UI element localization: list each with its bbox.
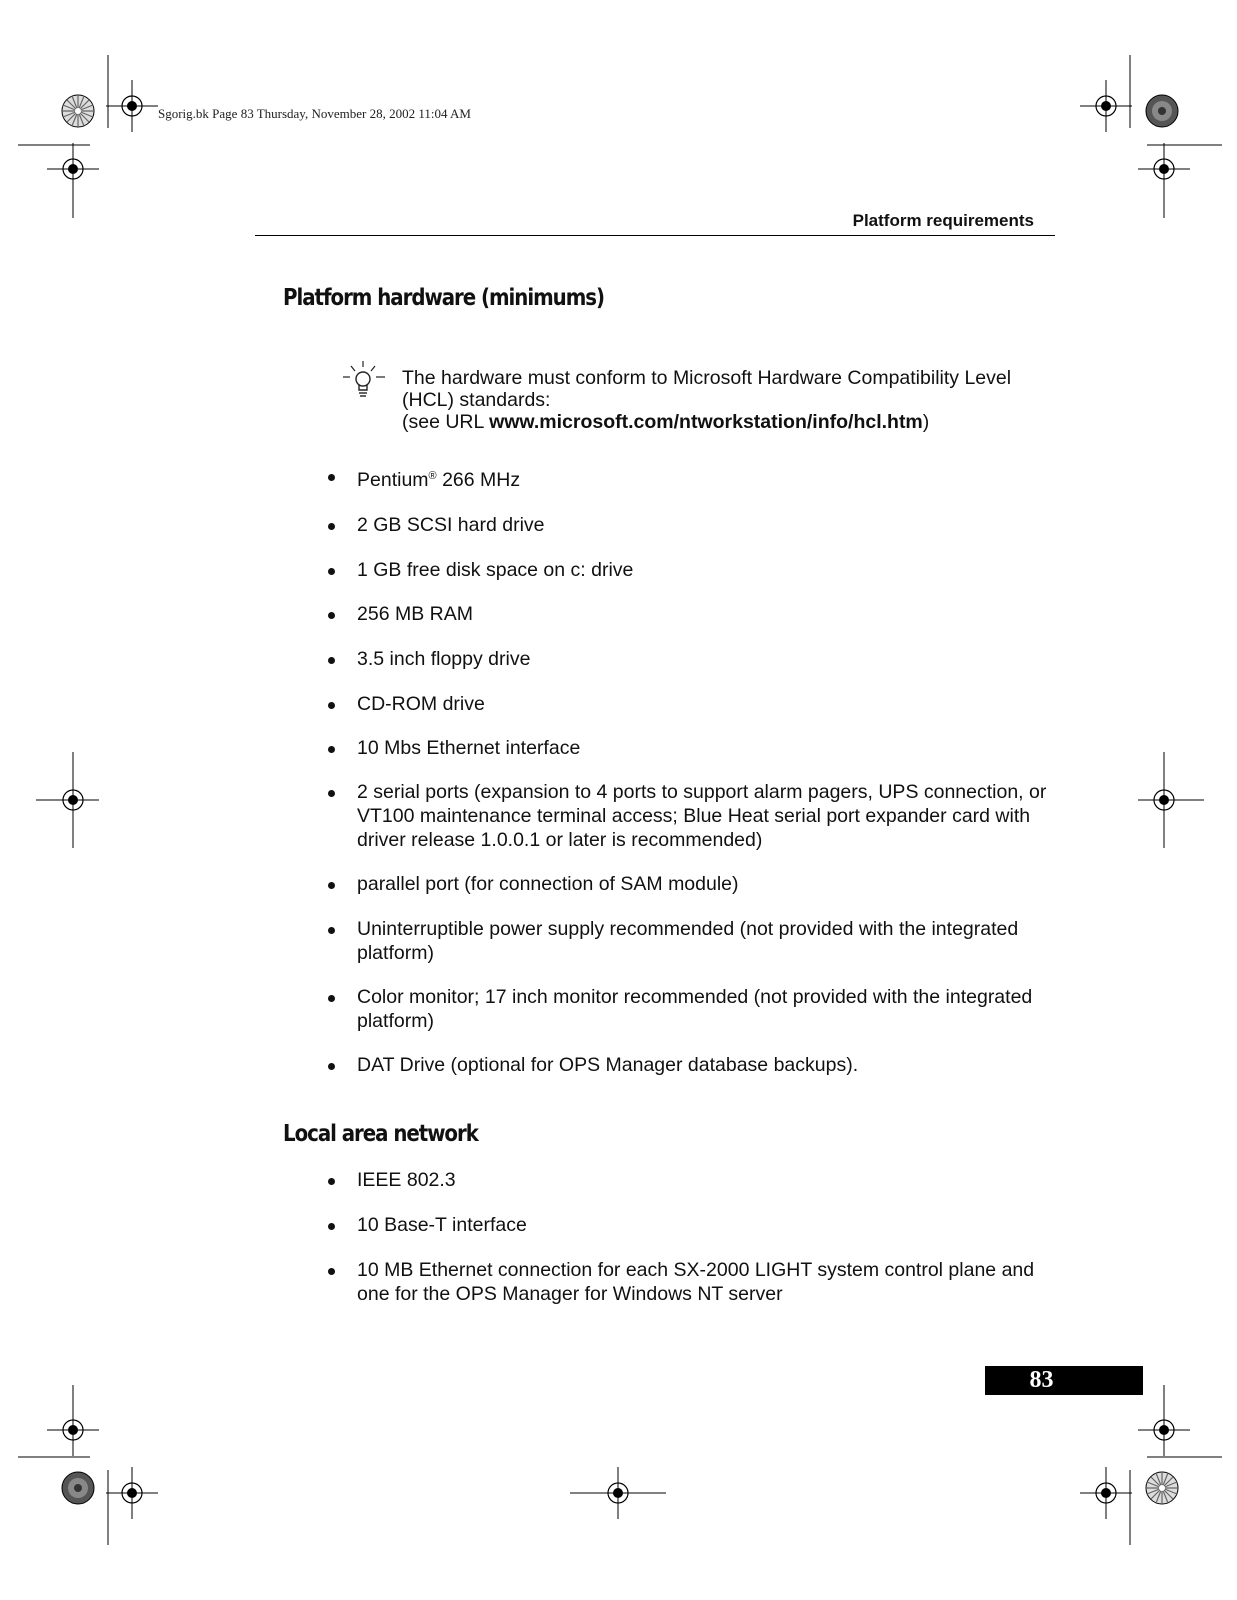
slug-line: Sgorig.bk Page 83 Thursday, November 28, 2002 11:04 AM xyxy=(158,106,471,121)
lan-list xyxy=(326,1168,1056,1306)
registration-mark-icon xyxy=(106,1467,158,1519)
registration-mark-icon xyxy=(1080,80,1132,132)
list-item: 10 MB Ethernet connection for each SX-2000 LIGHT system control plane and one for the OPS Manager for Windows NT server xyxy=(326,1258,1056,1306)
list-item: IEEE 802.3 xyxy=(326,1168,1056,1192)
bullet-icon xyxy=(328,1223,335,1230)
list-item: 3.5 inch floppy drive xyxy=(326,647,1056,671)
list-item: 10 Base-T interface xyxy=(326,1213,1056,1237)
bullet-icon xyxy=(328,612,335,619)
hardware-list xyxy=(326,464,1056,1077)
bullet-icon xyxy=(328,1268,335,1275)
list-item: 1 GB free disk space on c: drive xyxy=(326,558,1056,582)
list-item: Color monitor; 17 inch monitor recommended (not provided with the integrated platform) xyxy=(326,985,1056,1033)
registration-mark-icon xyxy=(47,143,99,195)
list-item: parallel port (for connection of SAM module) xyxy=(326,872,1056,896)
registration-mark-icon xyxy=(1138,143,1190,195)
hcl-url-link[interactable]: www.microsoft.com/ntworkstation/info/hcl.htm xyxy=(489,411,923,433)
color-wheel-icon xyxy=(1146,95,1178,127)
list-item: 2 GB SCSI hard drive xyxy=(326,513,1056,537)
hcl-note xyxy=(402,367,1062,433)
color-wheel-icon xyxy=(62,95,94,127)
list-item: 256 MB RAM xyxy=(326,602,1056,626)
registration-mark-icon xyxy=(1080,1467,1132,1519)
bullet-icon xyxy=(328,568,335,575)
registration-mark-icon xyxy=(592,1467,644,1519)
note-url-suffix: ) xyxy=(922,411,930,433)
bullet-icon xyxy=(328,702,335,709)
header-rule xyxy=(255,235,1055,236)
note-line-1: The hardware must conform to Microsoft Hardware Compatibility Level xyxy=(402,367,1012,389)
list-item: Uninterruptible power supply recommended (not provided with the integrated platform) xyxy=(326,917,1056,965)
section-title-lan: Local area network xyxy=(283,1121,478,1147)
section-title-hardware: Platform hardware (minimums) xyxy=(283,285,605,311)
bullet-icon xyxy=(328,1178,335,1185)
color-wheel-icon xyxy=(1146,1472,1178,1504)
list-item: DAT Drive (optional for OPS Manager database backups). xyxy=(326,1053,1056,1077)
registration-mark-icon xyxy=(1138,774,1190,826)
bullet-icon xyxy=(328,995,335,1002)
list-item: Pentium® 266 MHz xyxy=(326,464,1056,492)
list-item: 2 serial ports (expansion to 4 ports to support alarm pagers, UPS connection, or VT100 maintenance terminal access; Blue Heat serial port expander card with driver release 1.0.0.1 or later is recommended) xyxy=(326,780,1056,852)
list-item: 10 Mbs Ethernet interface xyxy=(326,736,1056,760)
lightbulb-tip-icon xyxy=(343,359,389,407)
bullet-icon xyxy=(328,927,335,934)
bullet-icon xyxy=(328,657,335,664)
list-item: CD-ROM drive xyxy=(326,692,1056,716)
running-head: Platform requirements xyxy=(852,211,1034,230)
note-line-2: (HCL) standards: xyxy=(402,389,551,411)
bullet-icon xyxy=(328,882,335,889)
bullet-icon xyxy=(328,790,335,797)
page-number: 83 xyxy=(1029,1367,1054,1393)
bullet-icon xyxy=(328,474,335,481)
bullet-icon xyxy=(328,1063,335,1070)
registration-mark-icon xyxy=(47,1404,99,1456)
bullet-icon xyxy=(328,523,335,530)
color-wheel-icon xyxy=(62,1472,94,1504)
registration-mark-icon xyxy=(106,80,158,132)
registration-mark-icon xyxy=(47,774,99,826)
note-line-3 xyxy=(402,411,1062,433)
note-url-prefix: (see URL xyxy=(402,411,490,433)
bullet-icon xyxy=(328,746,335,753)
registration-mark-icon xyxy=(1138,1404,1190,1456)
